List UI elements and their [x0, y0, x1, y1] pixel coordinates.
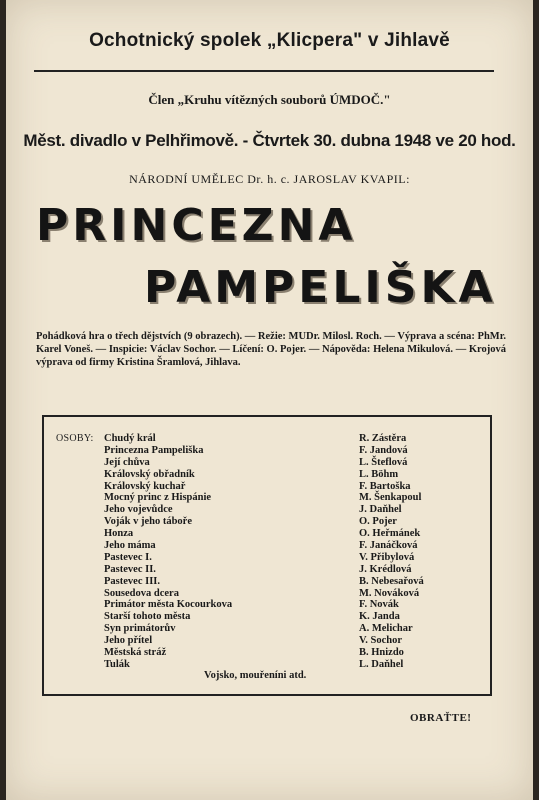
cast-row — [104, 588, 484, 600]
cast-role: Jeho vojevůdce — [104, 504, 173, 516]
cast-role: Tulák — [104, 658, 130, 670]
cast-row — [104, 576, 484, 588]
cast-role: Sousedova dcera — [104, 587, 179, 599]
society-header: Ochotnický spolek „Klicpera" v Jihlavě — [89, 30, 450, 51]
cast-row — [104, 492, 484, 504]
cast-actor: A. Melichar — [359, 623, 413, 635]
cast-role: Její chůva — [104, 456, 150, 468]
cast-actor: F. Bartoška — [359, 480, 411, 492]
cast-row — [104, 528, 484, 540]
cast-row — [104, 599, 484, 611]
cast-actor: K. Janda — [359, 611, 400, 623]
cast-actor: O. Pojer — [359, 516, 397, 528]
play-title-line1: PRINCEZNA — [36, 200, 357, 251]
cast-row — [104, 647, 484, 659]
cast-actor: J. Daňhel — [359, 504, 402, 516]
cast-row — [104, 552, 484, 564]
cast-role: Starší tohoto města — [104, 611, 191, 623]
cast-row — [104, 564, 484, 576]
cast-actor: V. Sochor — [359, 635, 402, 647]
cast-actor: F. Jandová — [359, 444, 408, 456]
cast-role: Jeho přítel — [104, 635, 153, 647]
cast-row — [104, 433, 484, 445]
cast-role: Jeho máma — [104, 540, 156, 552]
cast-role: Pastevec III. — [104, 575, 160, 587]
cast-role: Královský obřadník — [104, 468, 195, 480]
cast-actor: J. Krédlová — [359, 563, 412, 575]
cast-list — [104, 433, 484, 671]
cast-role: Syn primátorův — [104, 623, 176, 635]
cast-role: Chudý král — [104, 433, 156, 444]
play-title-line2: PAMPELIŠKA — [144, 262, 497, 313]
cast-row — [104, 481, 484, 493]
cast-row — [104, 623, 484, 635]
cast-role: Honza — [104, 528, 134, 540]
cast-role: Princezna Pampeliška — [104, 444, 204, 456]
production-credits: Pohádková hra o třech dějstvích (9 obrazech). — Režie: MUDr. Milosl. Roch. — Výprava a scéna: PhMr. Karel Voneš. — Inspicie: Václav Sochor. — Líčení: O. Pojer. — Nápověda: Helena Mikulová. — Krojová výprava od firmy Kristina Šramlová, Jihlava. — [36, 331, 507, 368]
cast-role: Pastevec II. — [104, 563, 156, 575]
cast-row — [104, 635, 484, 647]
cast-row — [104, 445, 484, 457]
header-divider — [34, 70, 494, 72]
cast-actor: F. Janáčková — [359, 540, 418, 552]
venue-date-line: Měst. divadlo v Pelhřimově. - Čtvrtek 30. dubna 1948 ve 20 hod. — [23, 131, 516, 150]
cast-row — [104, 540, 484, 552]
turn-over-note: OBRAŤTE! — [410, 712, 472, 724]
cast-actor: O. Heřmánek — [359, 528, 421, 540]
cast-actor: V. Přibylová — [359, 551, 415, 563]
cast-role: Pastevec I. — [104, 551, 152, 563]
extras-line: Vojsko, mouřenínі atd. — [204, 670, 307, 681]
cast-role: Královský kuchař — [104, 480, 186, 492]
cast-actor: F. Novák — [359, 599, 399, 611]
cast-row — [104, 504, 484, 516]
cast-box — [42, 415, 492, 696]
cast-actor: M. Nováková — [359, 587, 420, 599]
cast-role: Voják v jeho táboře — [104, 516, 192, 528]
cast-actor: B. Hnizdo — [359, 647, 404, 659]
author-line: NÁRODNÍ UMĚLEC Dr. h. c. JAROSLAV KVAPIL: — [129, 172, 410, 186]
program-page — [6, 0, 533, 800]
cast-role: Primátor města Kocourkova — [104, 599, 233, 611]
membership-note: Člen „Kruhu vítězných souborů ÚMDOČ." — [148, 92, 391, 107]
cast-actor: L. Böhm — [359, 468, 399, 480]
cast-role: Městská stráž — [104, 647, 167, 659]
cast-row — [104, 457, 484, 469]
cast-row — [104, 516, 484, 528]
cast-actor: L. Daňhel — [359, 658, 404, 670]
cast-label: OSOBY: — [56, 433, 94, 444]
cast-actor: R. Zástěra — [359, 433, 407, 444]
cast-actor: M. Šenkapoul — [359, 492, 422, 504]
cast-row — [104, 469, 484, 481]
cast-row — [104, 611, 484, 623]
cast-role: Mocný princ z Hispánie — [104, 492, 212, 504]
cast-actor: B. Nebesařová — [359, 575, 424, 587]
cast-actor: L. Šteflová — [359, 456, 408, 468]
